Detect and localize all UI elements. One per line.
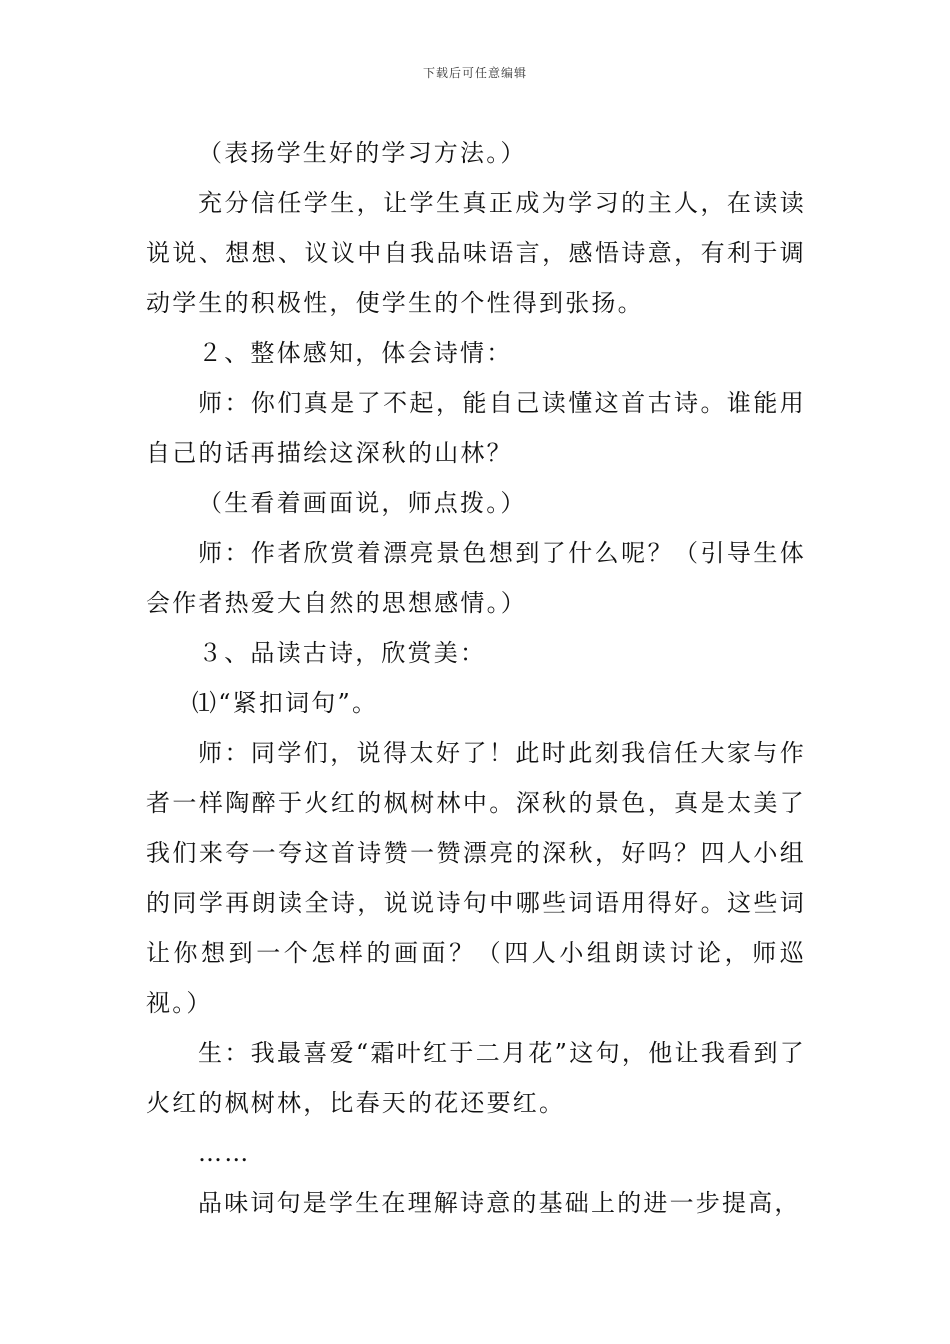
paragraph-word-appreciation: 品味词句是学生在理解诗意的基础上的进一步提高， (198, 1189, 801, 1217)
section-heading-2: ２、整体感知，体会诗情： (198, 339, 513, 367)
paragraph-student-describe: （生看着画面说，师点拨。） (198, 489, 527, 517)
paragraph-teacher-question: 师：你们真是了不起，能自己读懂这首古诗。谁能用自己的话再描绘这深秋的山林？ (146, 389, 806, 467)
paragraph-teacher-feeling: 师：作者欣赏着漂亮景色想到了什么呢？（引导生体会作者热爱大自然的思想感情。） (146, 539, 806, 617)
page-header: 下载后可任意编辑 (422, 66, 527, 80)
paragraph-trust-students: 充分信任学生，让学生真正成为学习的主人，在读读说说、想想、议议中自我品味语言，感悟诗意，有利于调动学生的积极性，使学生的个性得到张扬。 (146, 189, 806, 317)
paragraph-praise-note: （表扬学生好的学习方法。） (198, 139, 527, 167)
subsection-heading-1: ⑴“紧扣词句”。 (192, 689, 379, 717)
paragraph-teacher-group-task: 师：同学们，说得太好了！此时此刻我信任大家与作者一样陶醉于火红的枫树林中。深秋的景色，真是太美了我们来夸一夸这首诗赞一赞漂亮的深秋，好吗？四人小组的同学再朗读全诗，说说诗句中哪些词语用得好。这些词让你想到一个怎样的画面？（四人小组朗读讨论，师巡视。） (146, 739, 806, 1017)
section-heading-3: ３、品读古诗，欣赏美： (198, 639, 487, 667)
document-body (146, 128, 806, 1228)
ellipsis-line: …… (198, 1139, 251, 1167)
paragraph-student-answer: 生：我最喜爱“霜叶红于二月花”这句，他让我看到了火红的枫树林，比春天的花还要红。 (146, 1039, 806, 1117)
